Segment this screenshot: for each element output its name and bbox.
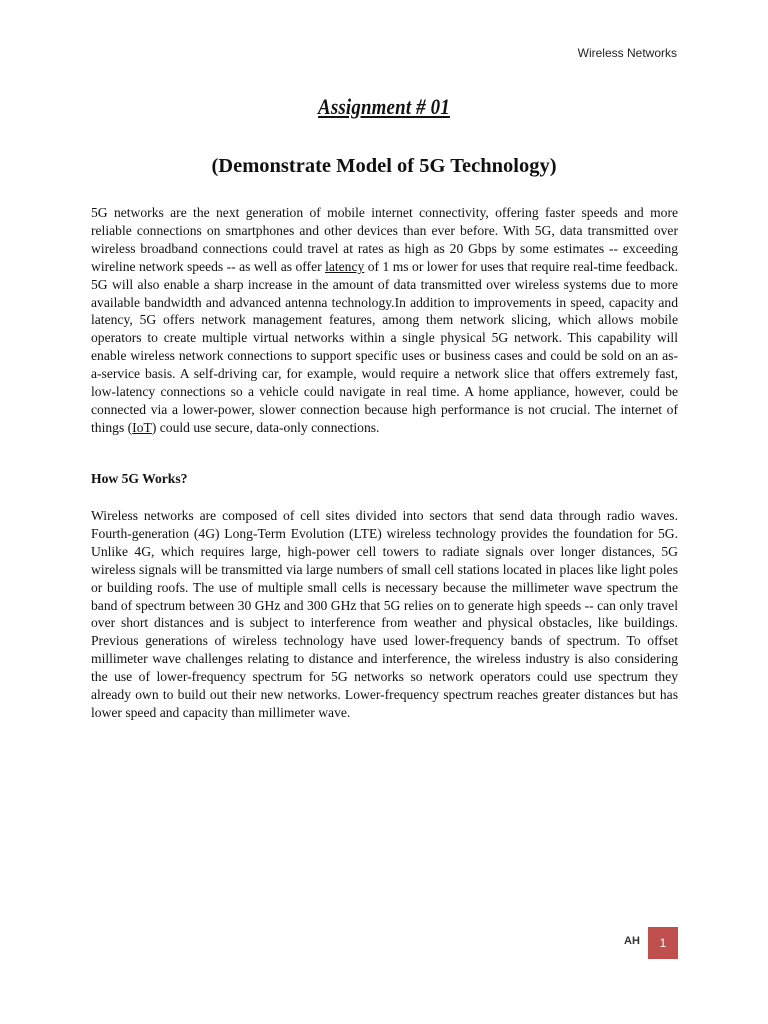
intro-text-2: of 1 ms or lower for uses that require real-time feedback. 5G will also enable a sharp increase in the amount of data transmitted over wireless systems due to more available bandwidth and advanced antenna technology.In addition to improvements in speed, capacity and latency, 5G offers network management features, among them network slicing, which allows mobile operators to create multiple virtual networks within a single physical 5G network. This capability will enable wireless network connections to support specific uses or business cases and could be sold on an as-a-service basis. A self-driving car, for example, would require a network slice that offers extremely fast, low-latency connections so a vehicle could navigate in real time. A home appliance, however, could be connected via a lower-power, slower connection because high performance is not crucial. The internet of things ( bbox=[91, 258, 678, 435]
footer-author: AH bbox=[624, 935, 640, 947]
section-heading: How 5G Works? bbox=[91, 471, 188, 486]
iot-link[interactable]: IoT bbox=[132, 419, 152, 435]
assignment-title: Assignment # 01 bbox=[318, 94, 450, 119]
page-number-badge: 1 bbox=[648, 927, 678, 959]
how-it-works-paragraph: Wireless networks are composed of cell sites divided into sectors that send data through radio waves. Fourth-generation (4G) Long-Term Evolution (LTE) wireless technology provides the foundation for 5G. Unlike 4G, which requires large, high-power cell towers to radiate signals over longer distances, 5G wireless signals will be transmitted via large numbers of small cell stations located in places like light poles or building roofs. The use of multiple small cells is necessary because the millimeter wave spectrum the band of spectrum between 30 GHz and 300 GHz that 5G relies on to generate high speeds -- can only travel over short distances and is subject to interference from weather and physical obstacles, like buildings. Previous generations of wireless technology have used lower-frequency bands of spectrum. To offset millimeter wave challenges relating to distance and interference, the wireless industry is also considering the use of lower-frequency spectrum for 5G networks so network operators could use spectrum they already own to build out their new networks. Lower-frequency spectrum reaches greater distances but has lower speed and capacity than millimeter wave. bbox=[91, 508, 678, 720]
intro-paragraph bbox=[91, 204, 678, 437]
intro-text-1: 5G networks are the next generation of mobile internet connectivity, offering faster speeds and more reliable connections on smartphones and other devices than ever before. With 5G, data transmitted over wireless broadband connections could travel at rates as high as 20 Gbps by some estimates -- exceeding wireline network speeds -- as well as offer bbox=[91, 205, 678, 274]
running-header: Wireless Networks bbox=[577, 46, 677, 60]
document-subtitle: (Demonstrate Model of 5G Technology) bbox=[211, 155, 557, 177]
intro-text-3: ) could use secure, data-only connections. bbox=[151, 419, 380, 435]
latency-link[interactable]: latency bbox=[325, 258, 365, 274]
